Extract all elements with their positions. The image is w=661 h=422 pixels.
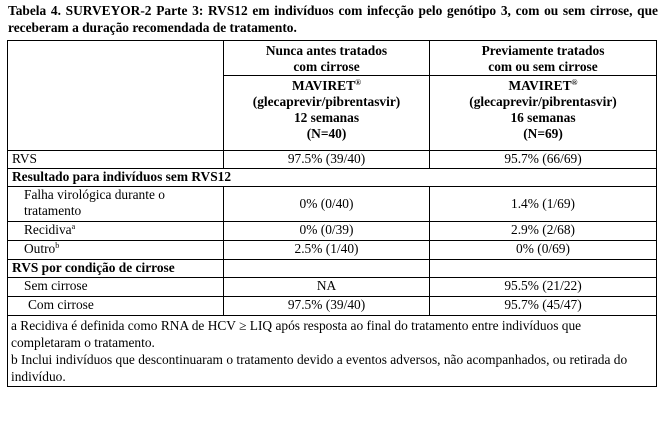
header-group-experienced-line2: com ou sem cirrose — [488, 59, 598, 74]
header-group-experienced — [430, 41, 657, 76]
cell-sem-cirrose-12w: NA — [224, 278, 430, 297]
table-row-rvs — [8, 151, 657, 169]
table-row-section-cirrose — [8, 260, 657, 278]
cell-sem-cirrose-16w: 95.5% (21/22) — [430, 278, 657, 297]
footnotes-cell — [8, 316, 657, 387]
cell-com-cirrose-16w: 95.7% (45/47) — [430, 297, 657, 316]
results-table — [7, 40, 657, 387]
table-row-com-cirrose — [8, 297, 657, 316]
header-group-naive-line1: Nunca antes tratados — [265, 43, 388, 58]
drug-composition-16w: (glecaprevir/pibrentasvir) — [469, 94, 617, 109]
table-row-section-no-rvs — [8, 169, 657, 187]
footnote-b: b Inclui indivíduos que descontinuaram o tratamento devido a eventos adversos, não acompanhados, ou retirada do indivíduo. — [11, 352, 628, 384]
cell-recidiva-16w: 2.9% (2/68) — [430, 222, 657, 241]
section-heading-cirrose: RVS por condição de cirrose — [8, 260, 224, 278]
duration-16w: 16 semanas — [510, 110, 576, 125]
duration-12w: 12 semanas — [293, 110, 360, 125]
drug-name-16w — [434, 78, 652, 94]
row-label-rvs: RVS — [8, 151, 224, 169]
header-group-naive-line2: com cirrose — [293, 59, 360, 74]
row-label-sem-cirrose: Sem cirrose — [8, 278, 224, 297]
cell-outro-16w: 0% (0/69) — [430, 241, 657, 260]
header-group-naive — [224, 41, 430, 76]
footnote-a: a Recidiva é definida como RNA de HCV ≥ LIQ após resposta ao final do tratamento entre indivíduos que completaram o tratamento. — [11, 318, 582, 350]
row-label-outro-text: Outro — [24, 241, 56, 256]
table-caption: Tabela 4. SURVEYOR-2 Parte 3: RVS12 em indivíduos com infecção pelo genótipo 3, com ou sem cirrose, que receberam a duração recomendada de tratamento. — [8, 3, 658, 35]
registered-mark: ® — [571, 78, 578, 87]
row-label-falha: Falha virológica durante o tratamento — [8, 187, 224, 222]
empty-cell — [430, 260, 657, 278]
table-row-outro — [8, 241, 657, 260]
cell-com-cirrose-12w: 97.5% (39/40) — [224, 297, 430, 316]
n-count-16w: (N=69) — [523, 126, 563, 141]
row-label-recidiva-text: Recidiva — [24, 222, 72, 237]
drug-name-text: MAVIRET — [292, 78, 355, 93]
empty-cell — [224, 260, 430, 278]
cell-outro-12w: 2.5% (1/40) — [224, 241, 430, 260]
cell-rvs-12w: 97.5% (39/40) — [224, 151, 430, 169]
row-label-outro — [8, 241, 224, 260]
row-label-recidiva — [8, 222, 224, 241]
cell-falha-12w: 0% (0/40) — [224, 187, 430, 222]
footnote-mark-b: b — [55, 241, 60, 250]
header-drug-16w — [430, 76, 657, 151]
header-group-row — [8, 41, 657, 76]
registered-mark: ® — [355, 78, 361, 87]
table-row-recidiva — [8, 222, 657, 241]
table-row-sem-cirrose — [8, 278, 657, 297]
header-empty-cell — [8, 41, 224, 151]
table-row-falha — [8, 187, 657, 222]
cell-falha-16w: 1.4% (1/69) — [430, 187, 657, 222]
header-group-experienced-line1: Previamente tratados — [481, 43, 605, 58]
drug-composition-12w: (glecaprevir/pibrentasvir) — [252, 94, 401, 109]
header-drug-12w — [224, 76, 430, 151]
row-label-com-cirrose: Com cirrose — [8, 297, 224, 316]
cell-rvs-16w: 95.7% (66/69) — [430, 151, 657, 169]
footnote-mark-a: a — [71, 222, 76, 231]
drug-name-text: MAVIRET — [508, 78, 572, 93]
cell-recidiva-12w: 0% (0/39) — [224, 222, 430, 241]
section-heading-no-rvs: Resultado para indivíduos sem RVS12 — [8, 169, 657, 187]
table-row-footnotes — [8, 316, 657, 387]
drug-name-12w — [228, 78, 425, 94]
n-count-12w: (N=40) — [306, 126, 347, 141]
